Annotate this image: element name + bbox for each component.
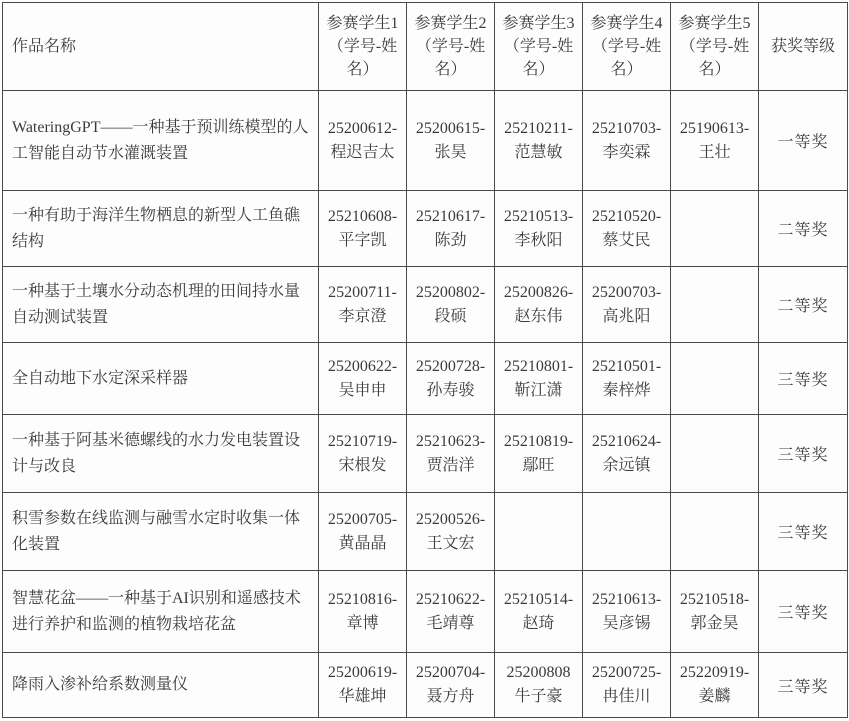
- student-cell: 25200711-李京澄: [319, 267, 407, 343]
- award-cell: 三等奖: [759, 343, 848, 415]
- student-cell: 25200703-高兆阳: [583, 267, 671, 343]
- student-cell: 25210608-平字凯: [319, 191, 407, 267]
- student-cell: 25210617-陈劲: [407, 191, 495, 267]
- table-row: [3, 571, 848, 653]
- table-row: [3, 91, 848, 191]
- student-cell: 25220919-姜麟: [671, 653, 759, 718]
- table-row: [3, 493, 848, 571]
- student-cell: 25200526-王文宏: [407, 493, 495, 571]
- student-cell: 25210518-郭金昊: [671, 571, 759, 653]
- student-cell: 25210501-秦梓烨: [583, 343, 671, 415]
- student-cell: 25200725-冉佳川: [583, 653, 671, 718]
- student-cell: [671, 415, 759, 493]
- student-cell: 25200802-段硕: [407, 267, 495, 343]
- table-row: [3, 191, 848, 267]
- work-title-cell: 一种有助于海洋生物栖息的新型人工鱼礁结构: [3, 191, 319, 267]
- student-cell: 25200808 牛子豪: [495, 653, 583, 718]
- col-header-work-title: 作品名称: [3, 3, 319, 91]
- student-cell: 25210520-蔡艾民: [583, 191, 671, 267]
- student-cell: [671, 191, 759, 267]
- work-title-cell: 降雨入渗补给系数测量仪: [3, 653, 319, 718]
- student-cell: 25200615-张昊: [407, 91, 495, 191]
- award-cell: 一等奖: [759, 91, 848, 191]
- award-cell: 二等奖: [759, 267, 848, 343]
- student-cell: 25200622-吴申申: [319, 343, 407, 415]
- table-row: [3, 415, 848, 493]
- student-cell: 25210613-吴彦锡: [583, 571, 671, 653]
- student-cell: [671, 267, 759, 343]
- work-title-cell: WateringGPT——一种基于预训练模型的人工智能自动节水灌溉装置: [3, 91, 319, 191]
- student-cell: 25210211-范慧敏: [495, 91, 583, 191]
- work-title-cell: 智慧花盆——一种基于AI识别和遥感技术进行养护和监测的植物栽培花盆: [3, 571, 319, 653]
- col-header-award-level: 获奖等级: [759, 3, 848, 91]
- student-cell: 25200826-赵东伟: [495, 267, 583, 343]
- student-cell: 25210801-靳江潇: [495, 343, 583, 415]
- work-title-cell: 全自动地下水定深采样器: [3, 343, 319, 415]
- col-header-student-1: 参赛学生1（学号-姓名）: [319, 3, 407, 91]
- award-cell: 三等奖: [759, 493, 848, 571]
- col-header-student-4: 参赛学生4（学号-姓名）: [583, 3, 671, 91]
- student-cell: 25200612-程迟吉太: [319, 91, 407, 191]
- student-cell: 25210816-章博: [319, 571, 407, 653]
- col-header-student-5: 参赛学生5（学号-姓名）: [671, 3, 759, 91]
- student-cell: 25210623-贾浩洋: [407, 415, 495, 493]
- table-row: [3, 653, 848, 718]
- awards-table: [2, 2, 848, 718]
- student-cell: [583, 493, 671, 571]
- student-cell: 25210622-毛靖尊: [407, 571, 495, 653]
- student-cell: 25210719-宋根发: [319, 415, 407, 493]
- student-cell: 25190613-王壮: [671, 91, 759, 191]
- table-row: [3, 267, 848, 343]
- student-cell: 25200728-孙寿骏: [407, 343, 495, 415]
- student-cell: 25200705-黄晶晶: [319, 493, 407, 571]
- table-row: [3, 343, 848, 415]
- work-title-cell: 一种基于土壤水分动态机理的田间持水量自动测试装置: [3, 267, 319, 343]
- student-cell: 25210624-余远镇: [583, 415, 671, 493]
- student-cell: [495, 493, 583, 571]
- student-cell: 25200704-聂方舟: [407, 653, 495, 718]
- work-title-cell: 一种基于阿基米德螺线的水力发电装置设计与改良: [3, 415, 319, 493]
- col-header-student-2: 参赛学生2（学号-姓名）: [407, 3, 495, 91]
- student-cell: 25210819-鄢旺: [495, 415, 583, 493]
- header-row: [3, 3, 848, 91]
- award-cell: 三等奖: [759, 571, 848, 653]
- award-cell: 二等奖: [759, 191, 848, 267]
- table-body: [3, 91, 848, 718]
- student-cell: 25210513-李秋阳: [495, 191, 583, 267]
- student-cell: [671, 343, 759, 415]
- student-cell: [671, 493, 759, 571]
- student-cell: 25210514-赵琦: [495, 571, 583, 653]
- student-cell: 25200619-华雄坤: [319, 653, 407, 718]
- col-header-student-3: 参赛学生3（学号-姓名）: [495, 3, 583, 91]
- student-cell: 25210703-李奕霖: [583, 91, 671, 191]
- award-cell: 三等奖: [759, 415, 848, 493]
- award-cell: 三等奖: [759, 653, 848, 718]
- work-title-cell: 积雪参数在线监测与融雪水定时收集一体化装置: [3, 493, 319, 571]
